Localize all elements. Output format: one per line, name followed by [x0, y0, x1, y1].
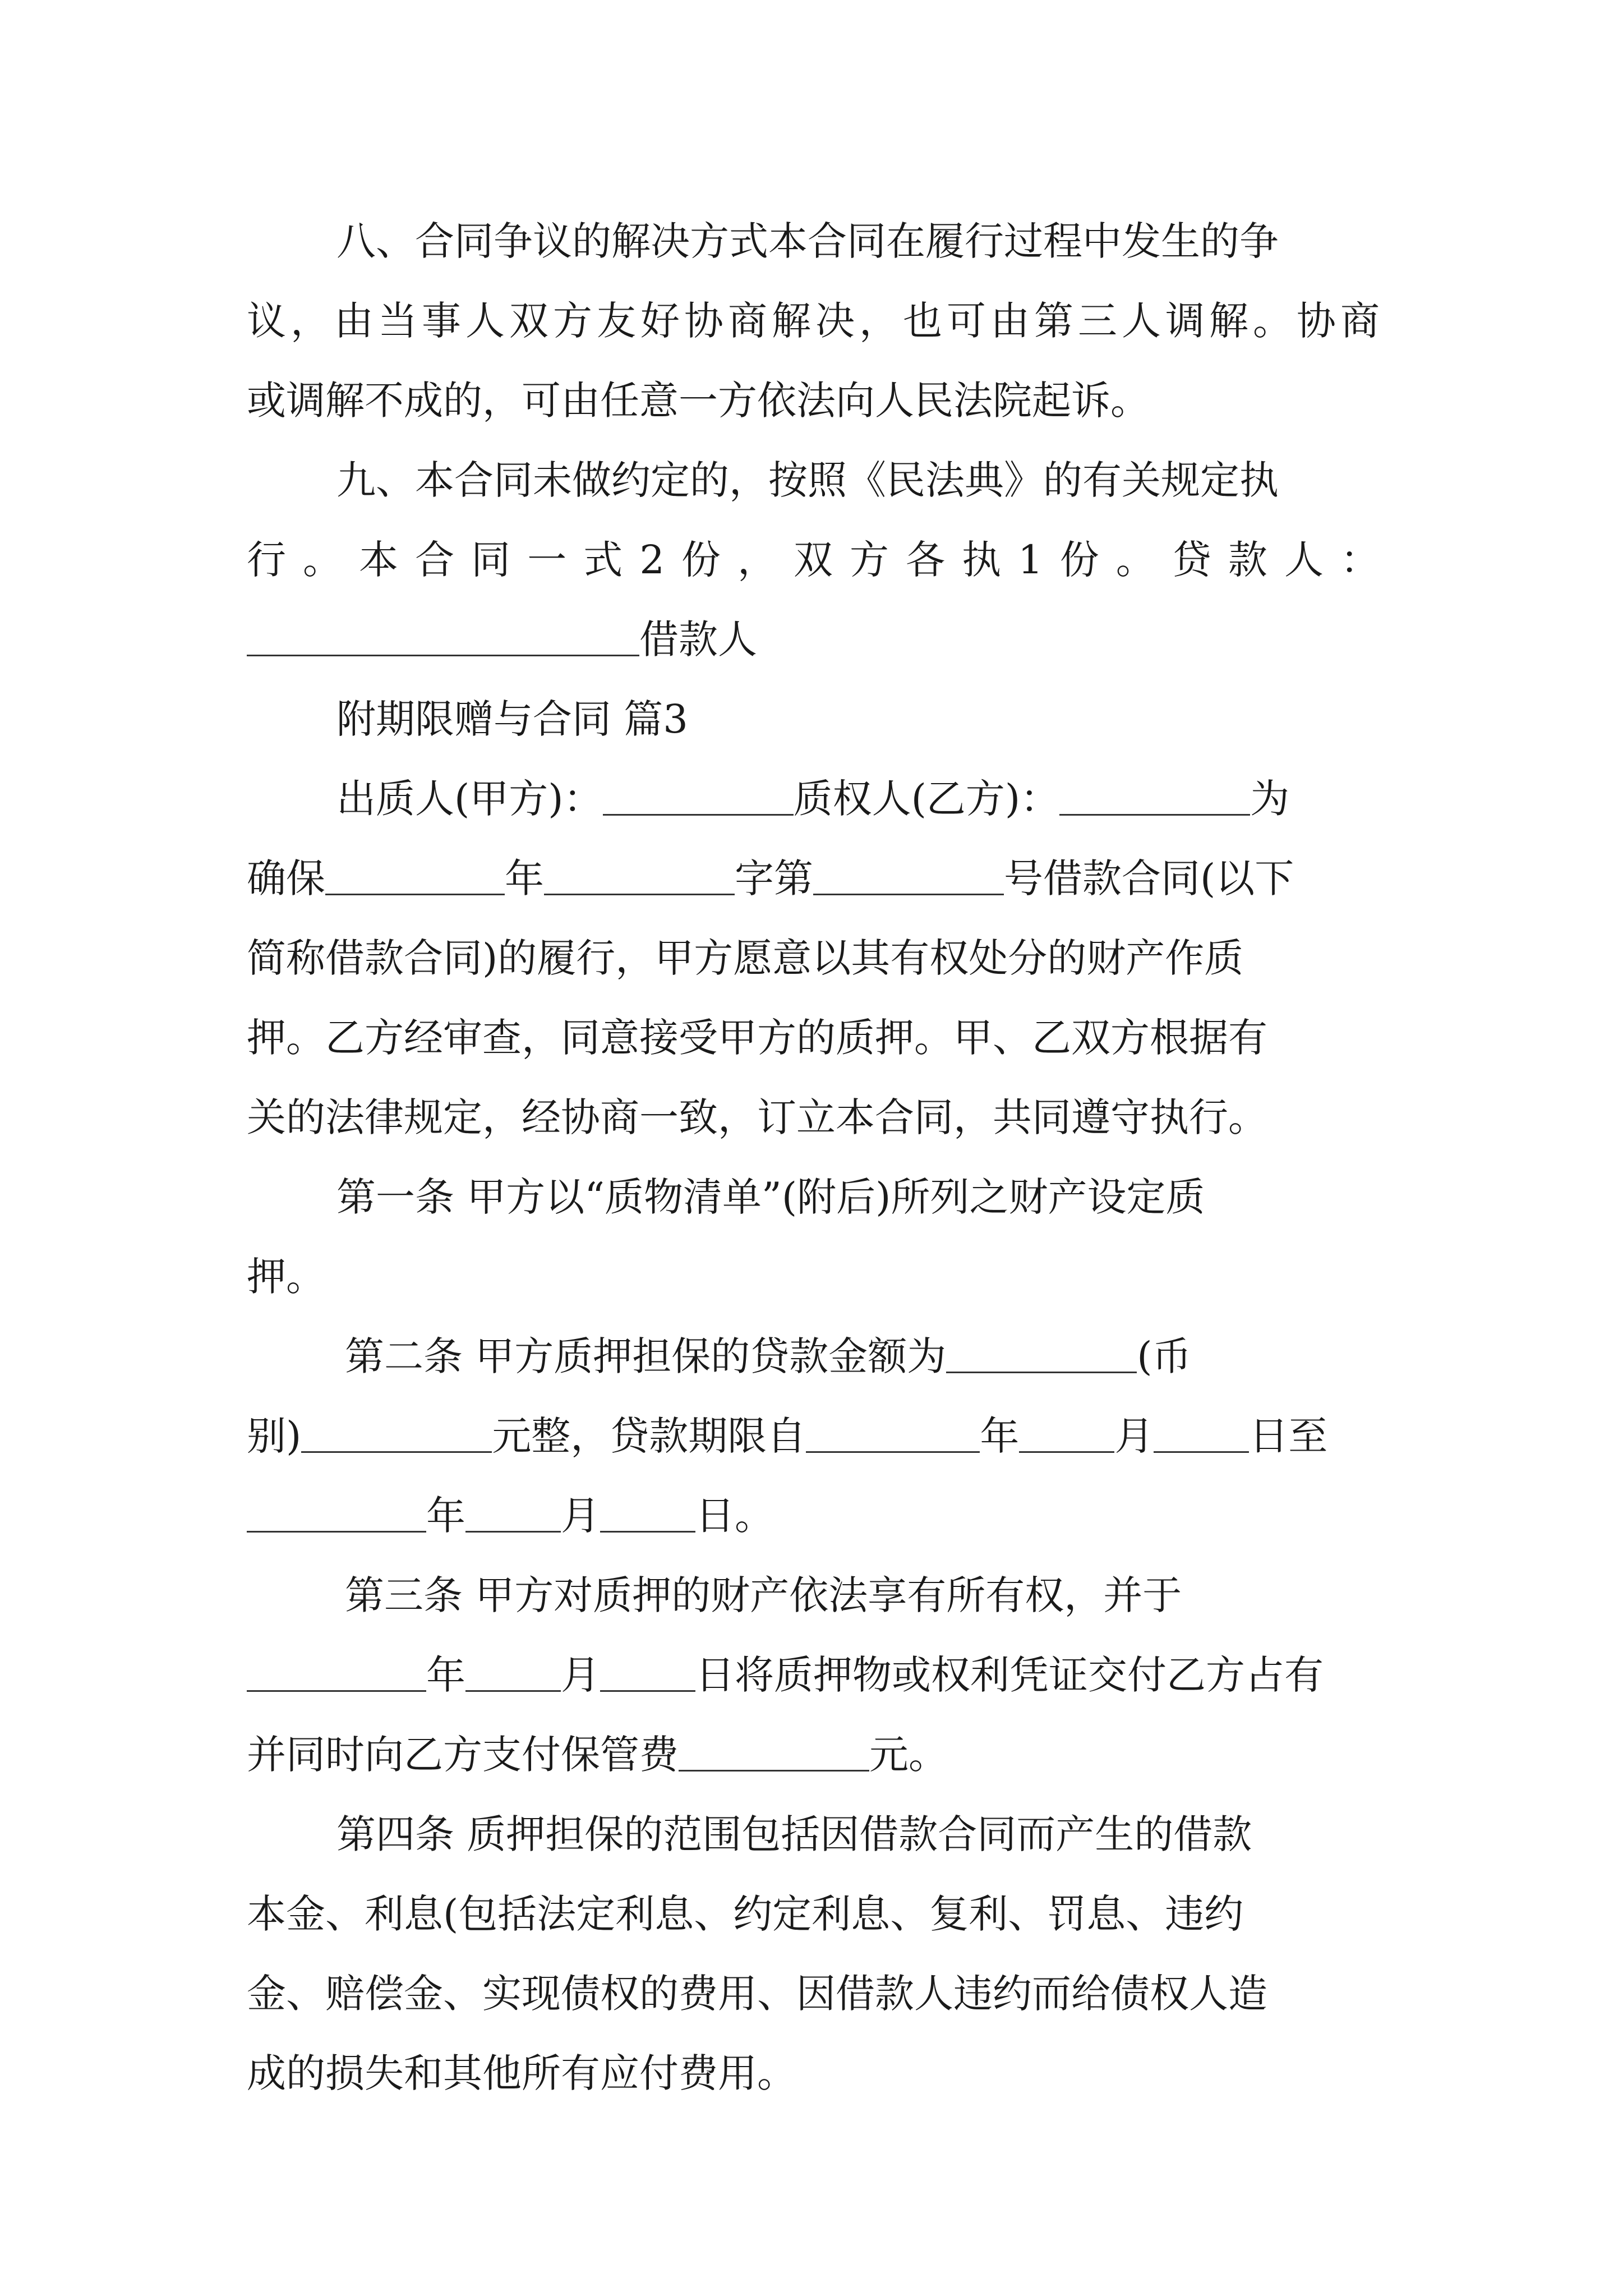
borrower-label: 借款人: [639, 616, 757, 662]
pledgee-label: 质权人(乙方)：: [793, 776, 1060, 822]
intro-text: 年: [505, 855, 544, 901]
article-4-line-3: 金、赔偿金、实现债权的费用、因借款人违约而给债权人造: [247, 1971, 1267, 2017]
end-month-blank[interactable]: [465, 1492, 561, 1533]
intro-line-2: [247, 845, 1294, 912]
article-4-line-4: 成的损失和其他所有应付费用。: [247, 2050, 796, 2096]
lender-signature-blank[interactable]: [247, 615, 639, 656]
article-2-text: 年: [980, 1413, 1020, 1459]
article-3-text: 并同时向乙方支付保管费: [247, 1732, 679, 1778]
delivery-day-blank[interactable]: [600, 1651, 695, 1692]
start-year-blank[interactable]: [806, 1412, 980, 1453]
article-3-text: 年: [426, 1652, 465, 1698]
loan-amount-blank[interactable]: [301, 1412, 492, 1453]
article-2-text: 月: [561, 1493, 600, 1539]
delivery-year-blank[interactable]: [247, 1651, 426, 1692]
delivery-month-blank[interactable]: [465, 1651, 561, 1692]
article-1-line-2: 押。: [247, 1254, 325, 1300]
article-3-line-3: [247, 1721, 948, 1788]
custody-fee-blank[interactable]: [679, 1731, 869, 1772]
loan-amount-currency-blank[interactable]: [946, 1332, 1137, 1373]
article-2-text: 元整，贷款期限自: [492, 1413, 806, 1459]
contract-number-blank[interactable]: [813, 854, 1004, 895]
article-3-text: 日将质押物或权利凭证交付乙方占有: [695, 1652, 1324, 1698]
article-2-line-1: [345, 1323, 1192, 1390]
article-3-line-1: 第三条 甲方对质押的财产依法享有所有权，并于: [345, 1572, 1182, 1618]
end-day-blank[interactable]: [600, 1492, 695, 1533]
contract-word-blank[interactable]: [544, 854, 735, 895]
article-2-text: 月: [1114, 1413, 1154, 1459]
article-4-line-1: 第四条 质押担保的范围包括因借款合同而产生的借款: [336, 1811, 1252, 1857]
article-2-text: 年: [426, 1493, 465, 1539]
section-9-line-3: [247, 606, 757, 673]
article-1-line-1: 第一条 甲方以“质物清单”(附后)所列之财产设定质: [336, 1174, 1205, 1220]
end-year-blank[interactable]: [247, 1492, 426, 1533]
intro-line-4: 押。乙方经审查，同意接受甲方的质押。甲、乙双方根据有: [247, 1015, 1267, 1061]
section-8-line-2: 议，由当事人双方友好协商解决，也可由第三人调解。协商: [247, 298, 1380, 344]
article-3-line-2: [247, 1641, 1324, 1709]
article-2-line-2: [247, 1402, 1327, 1470]
start-day-blank[interactable]: [1154, 1412, 1249, 1453]
pledgor-label: 出质人(甲方)：: [336, 776, 603, 822]
intro-text: 号借款合同(以下: [1004, 855, 1294, 901]
article-2-text: 日至: [1249, 1413, 1328, 1459]
intro-line-3: 简称借款合同)的履行，甲方愿意以其有权处分的财产作质: [247, 935, 1244, 981]
intro-line-1: [336, 765, 1289, 832]
section-9-line-2: 行。本合同一式2份，双方各执1份。贷款人：: [247, 537, 1380, 583]
article-2-text: (币: [1137, 1333, 1192, 1379]
article-2-line-3: [247, 1482, 774, 1549]
start-month-blank[interactable]: [1019, 1412, 1114, 1453]
intro-text: 字第: [735, 855, 813, 901]
article-3-text: 月: [561, 1652, 600, 1698]
intro-text: 为: [1250, 776, 1290, 822]
pledgee-blank[interactable]: [1059, 775, 1250, 816]
intro-text: 确保: [247, 855, 325, 901]
article-2-text: 别): [247, 1413, 302, 1459]
article-3-text: 元。: [869, 1732, 948, 1778]
article-2-text: 日。: [695, 1493, 774, 1539]
section-9-line-1: 九、本合同未做约定的，按照《民法典》的有关规定执: [336, 457, 1279, 503]
contract-heading: 附期限赠与合同 篇3: [336, 696, 688, 742]
article-2-text: 第二条 甲方质押担保的贷款金额为: [345, 1333, 947, 1379]
section-8-line-3: 或调解不成的，可由任意一方依法向人民法院起诉。: [247, 378, 1150, 424]
pledgor-blank[interactable]: [603, 775, 794, 816]
section-8-line-1: 八、合同争议的解决方式本合同在履行过程中发生的争: [336, 218, 1279, 264]
contract-year-blank[interactable]: [325, 854, 505, 895]
article-4-line-2: 本金、利息(包括法定利息、约定利息、复利、罚息、违约: [247, 1891, 1244, 1937]
intro-line-5: 关的法律规定，经协商一致，订立本合同，共同遵守执行。: [247, 1094, 1267, 1140]
